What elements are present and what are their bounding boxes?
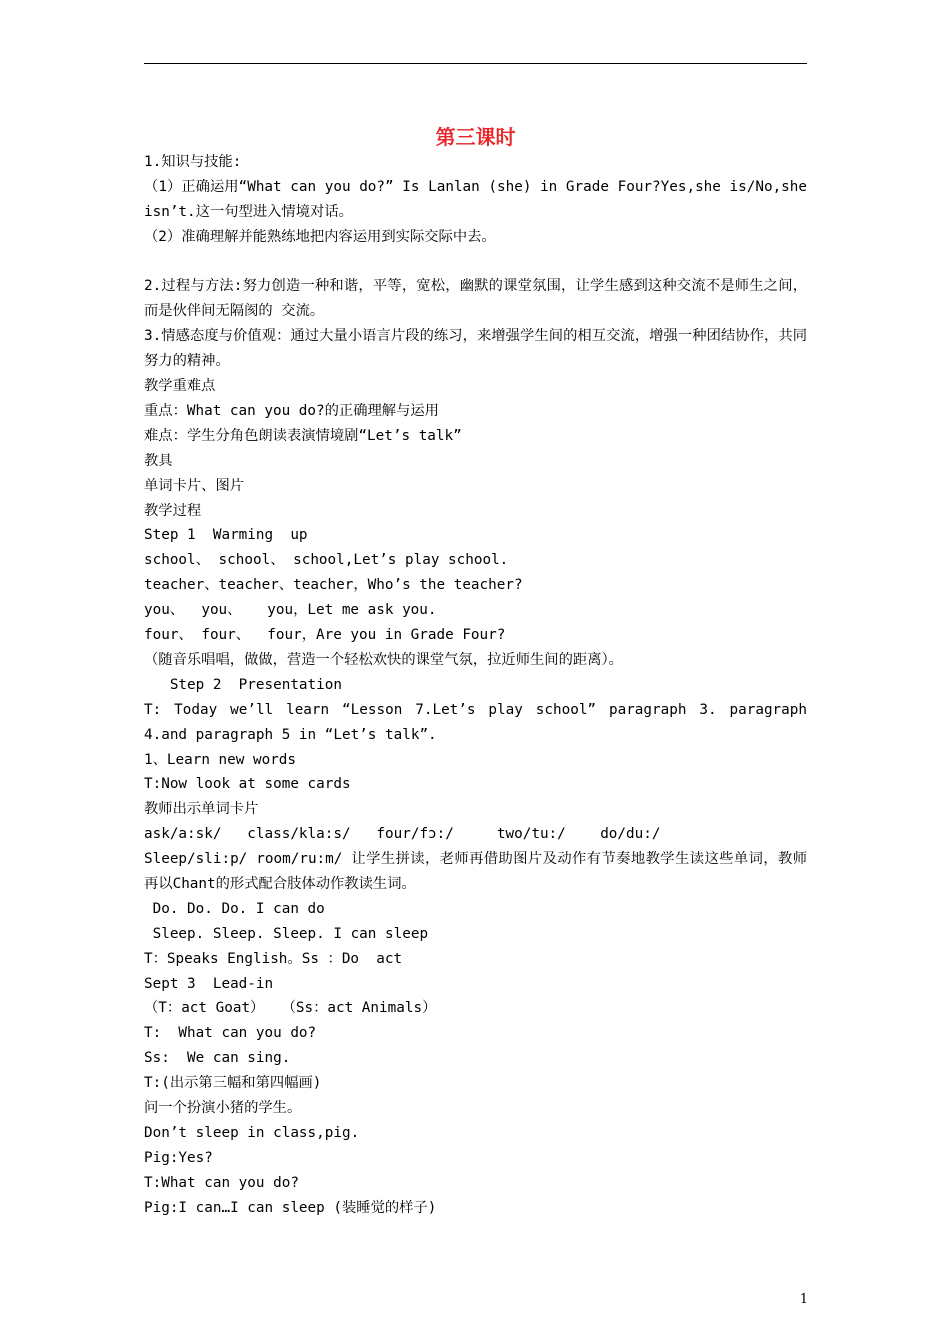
- page-number: 1: [799, 1292, 808, 1307]
- instruction-line: 教师出示单词卡片: [144, 801, 259, 818]
- header-rule: [144, 63, 807, 64]
- dialogue-line: Pig:Yes?: [144, 1149, 213, 1166]
- difficult-point: 难点：学生分角色朗读表演情境剧“Let’s talk”: [144, 427, 462, 444]
- heading-teaching-aids: 教具: [144, 452, 173, 469]
- dialogue-line: T:What can you do?: [144, 1174, 299, 1191]
- chant-line: Sleep. Sleep. Sleep. I can sleep: [144, 925, 429, 942]
- dialogue-line: T：Speaks English。Ss ：Do act: [144, 950, 403, 967]
- step-2-heading: Step 2 Presentation: [144, 676, 342, 693]
- section-attitude-values: 3.情感态度与价值观：通过大量小语言片段的练习，来增强学生间的相互交流，增强一种团结协作，共同努力的精神。: [144, 328, 807, 370]
- word-list-with-note: Sleep/sli:p/ room/ru:m/ 让学生拼读，老师再借助图片及动作有节奏地教学生读这些单词，教师再以Chant的形式配合肢体动作教读生词。: [144, 851, 807, 892]
- role-note: （T：act Goat） （Ss：act Animals）: [144, 1000, 437, 1017]
- chant-line: four、 four、 four，Are you in Grade Four?: [144, 627, 506, 644]
- teaching-aids: 单词卡片、图片: [144, 477, 245, 494]
- learn-new-words-heading: 1、Learn new words: [144, 751, 297, 768]
- dialogue-line: Pig:I can…I can sleep (装睡觉的样子): [144, 1199, 437, 1216]
- dialogue-line: T:Now look at some cards: [144, 776, 351, 793]
- dialogue-line: T:(出示第三幅和第四幅画): [144, 1075, 322, 1092]
- document-body: [144, 150, 807, 1220]
- knowledge-item-2: （2）准确理解并能熟练地把内容运用到实际交际中去。: [144, 228, 496, 245]
- chant-line: Do. Do. Do. I can do: [144, 900, 325, 917]
- heading-key-points: 教学重难点: [144, 378, 216, 395]
- dialogue-line: T: What can you do?: [144, 1025, 317, 1042]
- heading-teaching-process: 教学过程: [144, 502, 202, 519]
- knowledge-item-1: （1）正确运用“What can you do?” Is Lanlan (she) in Grade Four?Yes,she is/No,she isn’t.这一句型进入情境对话。: [144, 178, 807, 220]
- section-knowledge-heading: 1.知识与技能:: [144, 154, 242, 170]
- dialogue-line: Don’t sleep in class,pig.: [144, 1124, 360, 1141]
- dialogue-line: Ss: We can sing.: [144, 1050, 291, 1067]
- chant-line: teacher、teacher、teacher，Who’s the teacher?: [144, 577, 523, 594]
- word-list: ask/a:sk/ class/kla:s/ four/fɔ:/ two/tu:/ do/du:/: [144, 826, 661, 843]
- chant-line: school、 school、 school,Let’s play school.: [144, 552, 509, 569]
- step-2-intro: T: Today we’ll learn “Lesson 7.Let’s play school” paragraph 3. paragraph 4.and paragraph 5 in “Let’s talk”.: [144, 701, 807, 743]
- step-3-heading: Sept 3 Lead-in: [144, 975, 274, 992]
- chant-note: （随音乐唱唱，做做，营造一个轻松欢快的课堂气氛，拉近师生间的距离）。: [144, 651, 623, 668]
- chant-line: you、 you、 you，Let me ask you.: [144, 602, 437, 619]
- step-1-heading: Step 1 Warming up: [144, 527, 308, 544]
- instruction-line: 问一个扮演小猪的学生。: [144, 1100, 302, 1116]
- section-process-method: 2.过程与方法:努力创造一种和谐，平等，宽松，幽默的课堂氛围，让学生感到这种交流不是师生之间，而是伙伴间无隔阂的 交流。: [144, 278, 807, 320]
- page-title: 第三课时: [435, 125, 516, 149]
- blank-line: [144, 250, 807, 275]
- key-point: 重点：What can you do?的正确理解与运用: [144, 403, 439, 419]
